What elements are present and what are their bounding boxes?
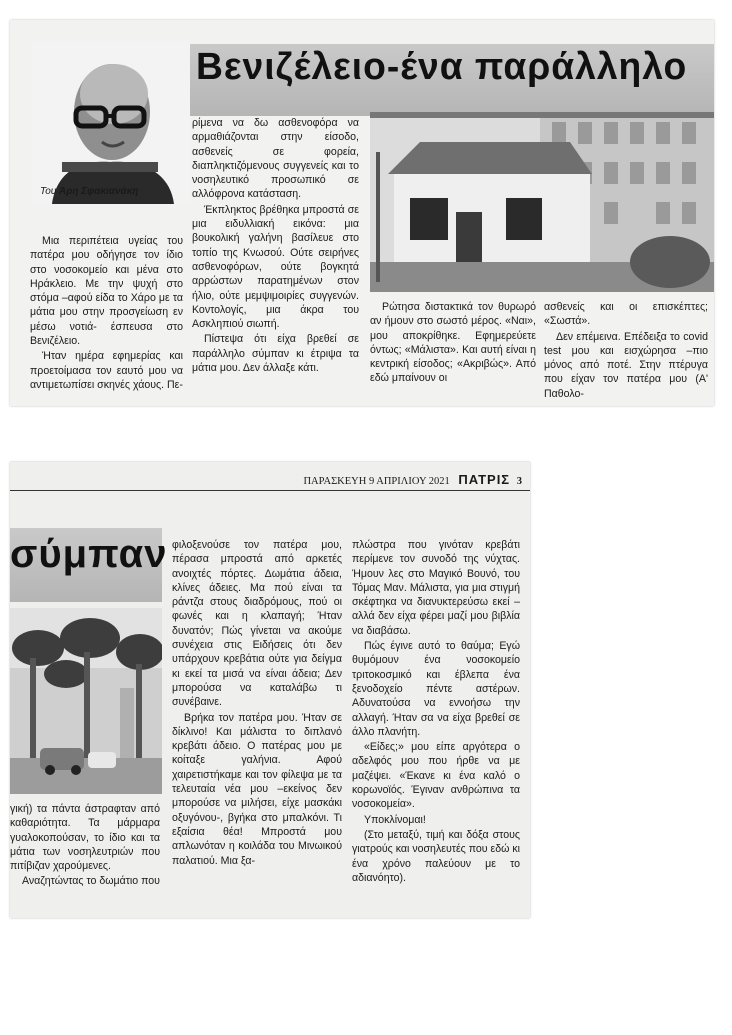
author-photo xyxy=(32,42,190,204)
paragraph: (Στο μεταξύ, τιμή και δόξα στους γιατρούς και νοσηλευτές που εδώ κι ένα χρόνο παλεύουν με το αδιανόητο). xyxy=(352,828,520,884)
top-clipping xyxy=(10,20,714,406)
paragraph: Αναζητώντας το δωμάτιο που xyxy=(22,875,160,888)
masthead xyxy=(303,472,522,487)
bottom-clipping xyxy=(10,462,530,918)
paragraph: ρίμενα να δω ασθενοφόρα να αρμαθιάζονται στην είσοδο, ασθενείς σε φορεία, διαπληκτιζόμενους συγγενείς και το νοσηλευτικό προσωπικό σε αλλόφρονα κατάσταση. xyxy=(192,117,359,201)
paragraph: ασθενείς και οι επισκέπτες; «Σωστά». xyxy=(544,301,708,328)
paper-name: ΠΑΤΡΙΣ xyxy=(458,472,511,487)
top-column-2 xyxy=(192,116,359,376)
paragraph: Δεν επέμεινα. Επέδειξα το covid test μου και εισχώρησα –πιο μόνος από ποτέ. Στην πτέρυγα που είχαν τον πατέρα μου (Α' Παθολο- xyxy=(544,330,708,400)
byline-prefix: Του xyxy=(40,186,60,197)
paragraph: φιλοξενούσε τον πατέρα μου, πέρασα μπροστά από αρκετές ανοιχτές πόρτες. Δωμάτια άδεια, κλίνες άδειες. Μα πού είναι τα ράντζα στους διαδρόμους, πού οι φωνές και η κλαπαγή; Ήταν δυνατόν; Πώς γίνεται να ακούμε συνέχεια στις Ειδήσεις ότι δεν υπάρχουν κρεβάτια ούτε για δείγμα κι εκεί τα μισά να είναι άδεια; Δεν μπορούσα να καταλάβω τι συνέβαινε. xyxy=(172,539,342,709)
paragraph: Ρώτησα διστακτικά τον θυρωρό αν ήμουν στο σωστό μέρος. «Ναι», μου αποκρίθηκε. Εφημερεύετε όντως; «Μάλιστα». Και αυτή είναι η κεντρική είσοδος; «Ακριβώς». Από εδώ μπαίνουν οι xyxy=(370,301,536,385)
byline-author: Άρη Σφακιανάκη xyxy=(59,186,139,197)
bottom-column-2 xyxy=(172,538,342,869)
paragraph: γική) τα πάντα άστραφταν από καθαριότητα. Τα μάρμαρα γυαλοκοπούσαν, το ίδιο και τα μάτια των νοσηλευτριών που πιτίβιζαν χαρούμενες. xyxy=(10,803,160,873)
headline-top: Βενιζέλειο-ένα παράλληλο xyxy=(196,46,688,88)
paragraph: Υποκλίνομαι! xyxy=(364,813,426,826)
paragraph: Βρήκα τον πατέρα μου. Ήταν σε δίκλινο! Και μάλιστα το διπλανό κρεβάτι άδειο. Ο πατέρας μου με κοίταξε γαλήνια. Αφού χαιρετιστήκαμε και τον φίλεψα με τα τελευταία νέα μου –εκείνος δεν μπορούσε να μιλήσει, είχε μασκάκι οξυγόνου-, βγήκα στο μπαλκόνι. Τι εξαίσια θέα! Μπροστά μου απλωνόταν η κοιλάδα του Μινωικού παλατιού. Μια ξα- xyxy=(172,711,342,867)
paragraph: Πώς έγινε αυτό το θαύμα; Εγώ θυμόμουν ένα νοσοκομείο τριτοκοσμικό και έβλεπα ένα ξενοδοχείο πέντε αστέρων. Αδυνατούσα να εννοήσω την αλλαγή. Ήταν σα να είχα βρεθεί σε άλλο πλανήτη. xyxy=(352,640,520,738)
street-photo xyxy=(10,608,162,794)
paragraph: «Είδες;» μου είπε αργότερα ο αδελφός μου που ήρθε να με μαζέψει. «Έκανε κι ένα καλό ο κορωνοϊός. Έγιναν ανθρώπινα τα νοσοκομεία». xyxy=(352,741,520,811)
top-column-1 xyxy=(30,234,183,393)
masthead-rule xyxy=(10,490,530,491)
top-column-3 xyxy=(370,300,536,387)
bottom-column-1 xyxy=(10,802,160,890)
masthead-date: ΠΑΡΑΣΚΕΥΗ 9 ΑΠΡΙΛΙΟΥ 2021 xyxy=(303,476,450,487)
top-column-4 xyxy=(544,300,708,402)
headline-bottom: σύμπαν xyxy=(10,532,168,576)
paragraph: Ήταν ημέρα εφημερίας και προετοίμασα τον εαυτό μου να αντιμετωπίσει σκηνές χάους. Πε- xyxy=(30,350,183,391)
page-number: 3 xyxy=(516,476,522,487)
paragraph: πλώστρα που γινόταν κρεβάτι περίμενε τον συνοδό της νύχτας. Ήμουν λες στο Μαγικό Βουνό, του Τόμας Μαν. Μάλιστα, για μια στιγμή σκέφτηκα να διανυκτερεύσω εκεί –αλλά δεν είχα φέρει μαζί μου βιβλία να διαβάσω. xyxy=(352,539,520,637)
paragraph: Έκπληκτος βρέθηκα μπροστά σε μια ειδυλλιακή εικόνα: μια βουκολική γαλήνη βασίλευε στο τοπίο της Κνωσού. Ούτε σειρήνες ασθενοφόρων, ούτε βογκητά αρρώστων παρατημένων στον ήλιο, ούτε μεμψιμοιρίες συγγενών. Κοντολογίς, μια άκρα του Ασκληπιού σιωπή. xyxy=(192,203,359,331)
paragraph: Πίστεψα ότι είχα βρεθεί σε παράλληλο σύμπαν κι έτριψα τα μάτια μου. Δεν άλλαξε κάτι. xyxy=(192,333,359,375)
hospital-photo xyxy=(370,112,714,292)
bottom-column-3 xyxy=(352,538,520,886)
byline xyxy=(40,186,139,197)
paragraph: Μια περιπέτεια υγείας του πατέρα μου οδήγησε τον ίδιο στο νοσοκομείο και μένα στο Ηράκλειο. Με την ψυχή στο στόμα –αφού είδα το Χάρο με τα μάτια μου στην προσγείωση εν μέσω νοτιά- έσπευσα στο Βενιζέλειο. xyxy=(30,235,183,348)
